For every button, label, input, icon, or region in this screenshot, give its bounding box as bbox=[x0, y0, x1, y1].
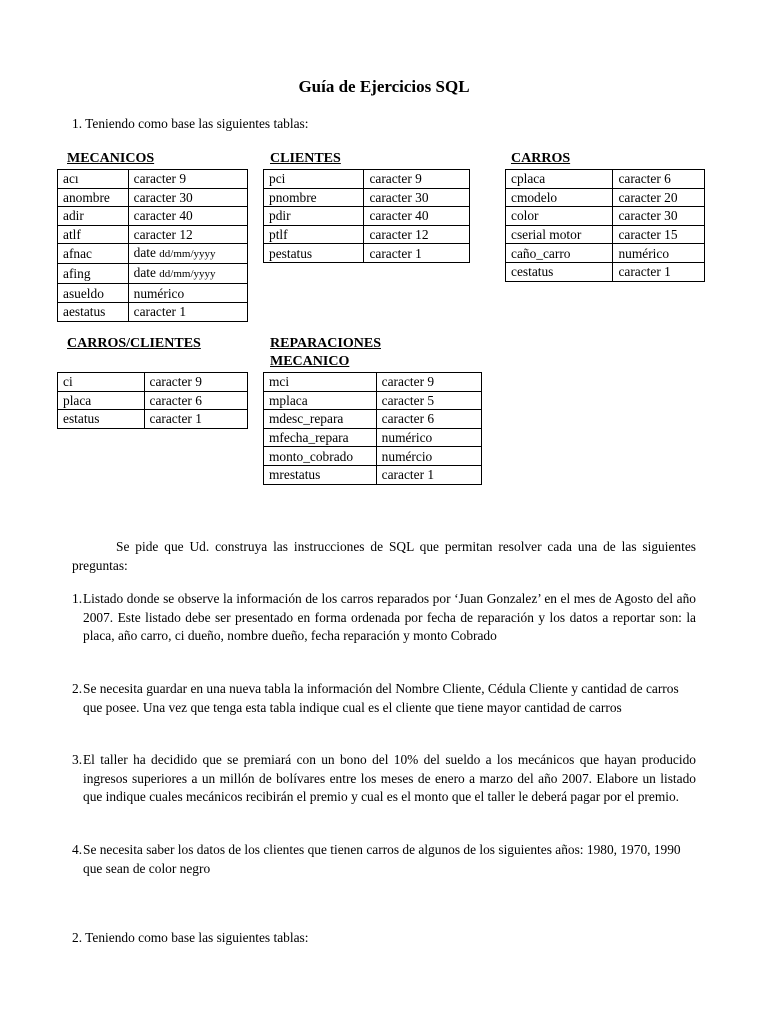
section2-intro: 2. Teniendo como base las siguientes tablas: bbox=[72, 930, 309, 945]
field-name-cell: cmodelo bbox=[506, 188, 613, 207]
table-row bbox=[506, 170, 705, 189]
field-type-cell bbox=[376, 428, 481, 447]
page-title: Guía de Ejercicios SQL bbox=[298, 77, 470, 96]
question-text: Se necesita guardar en una nueva tabla la información del Nombre Cliente, Cédula Cliente y cantidad de carros que posee. Una vez que tenga esta tabla indique cual es el cliente que tiene mayor cantidad de carros bbox=[83, 681, 679, 715]
field-name-cell: color bbox=[506, 207, 613, 226]
field-type-cell bbox=[376, 410, 481, 429]
field-type-cell bbox=[128, 170, 247, 189]
field-type: caracter 12 bbox=[133, 227, 193, 243]
field-name-cell: mrestatus bbox=[264, 465, 377, 484]
table-row bbox=[506, 225, 705, 244]
field-name-cell: mdesc_repara bbox=[264, 410, 377, 429]
field-type-cell bbox=[144, 391, 248, 410]
field-type-cell bbox=[376, 465, 481, 484]
table-row bbox=[264, 207, 470, 226]
field-type: caracter 6 bbox=[381, 411, 435, 427]
table-row bbox=[58, 264, 248, 284]
field-type: date bbox=[133, 265, 156, 281]
table-row bbox=[58, 410, 248, 429]
field-type: caracter 15 bbox=[618, 227, 678, 243]
table-mecanicos bbox=[57, 169, 248, 322]
question-3 bbox=[72, 751, 696, 807]
question-2 bbox=[72, 680, 696, 717]
field-name-cell: placa bbox=[58, 391, 145, 410]
field-type: caracter 30 bbox=[133, 189, 193, 205]
table-row bbox=[506, 188, 705, 207]
field-type-cell bbox=[613, 188, 705, 207]
field-name-cell: afing bbox=[58, 264, 129, 284]
question-text: Se necesita saber los datos de los clientes que tienen carros de algunos de los siguientes años: 1980, 1970, 1990 que sean de color negro bbox=[83, 842, 681, 876]
field-name-cell: pci bbox=[264, 170, 364, 189]
field-type: caracter 1 bbox=[618, 264, 671, 280]
question-number: 1. bbox=[72, 591, 83, 606]
field-type: caracter 40 bbox=[369, 208, 429, 224]
table-row bbox=[506, 244, 705, 263]
field-name-cell: caño_carro bbox=[506, 244, 613, 263]
table-title-reparaciones-line2: MECANICO bbox=[270, 354, 350, 369]
field-type-cell bbox=[364, 244, 470, 263]
table-row bbox=[264, 428, 482, 447]
field-name-cell: pestatus bbox=[264, 244, 364, 263]
field-name-cell: cplaca bbox=[506, 170, 613, 189]
table-title-mecanicos: MECANICOS bbox=[67, 151, 155, 166]
field-name-cell: ptlf bbox=[264, 225, 364, 244]
field-type-cell bbox=[128, 188, 247, 207]
field-type: date bbox=[133, 245, 156, 261]
field-type-cell bbox=[144, 373, 248, 392]
field-type-cell bbox=[613, 170, 705, 189]
field-name-cell: mfecha_repara bbox=[264, 428, 377, 447]
table-row bbox=[264, 170, 470, 189]
field-type-cell bbox=[613, 225, 705, 244]
field-name-cell: anombre bbox=[58, 188, 129, 207]
field-name-cell: mci bbox=[264, 373, 377, 392]
field-name-cell: afnac bbox=[58, 244, 129, 264]
table-title-clientes: CLIENTES bbox=[270, 151, 341, 166]
field-type-cell bbox=[376, 391, 481, 410]
field-name-cell: estatus bbox=[58, 410, 145, 429]
table-row bbox=[264, 410, 482, 429]
table-row bbox=[58, 170, 248, 189]
field-name-cell: cserial motor bbox=[506, 225, 613, 244]
field-type: caracter 1 bbox=[369, 245, 422, 261]
field-type-cell bbox=[128, 284, 247, 303]
table-clientes bbox=[263, 169, 470, 263]
table-title-reparaciones-line1: REPARACIONES bbox=[270, 336, 381, 351]
table-row bbox=[58, 284, 248, 303]
field-type: numérico bbox=[133, 285, 185, 301]
field-name-cell: pdir bbox=[264, 207, 364, 226]
table-row bbox=[264, 447, 482, 466]
field-name-cell: ci bbox=[58, 373, 145, 392]
field-type: numércio bbox=[381, 448, 433, 464]
question-4 bbox=[72, 841, 696, 878]
question-text: Listado donde se observe la información de los carros reparados por ‘Juan Gonzalez’ en el mes de Agosto del año 2007. Este listado debe ser presentado en forma ordenada por fecha de reparación y los datos a reportar son: la placa, año carro, ci dueño, nombre dueño, fecha reparación y monto Cobrado bbox=[83, 591, 696, 643]
table-row bbox=[264, 391, 482, 410]
field-type-cell bbox=[364, 170, 470, 189]
table-row bbox=[58, 244, 248, 264]
field-type: caracter 1 bbox=[133, 304, 187, 320]
field-type-cell bbox=[128, 244, 247, 264]
table-row bbox=[58, 188, 248, 207]
question-1 bbox=[72, 590, 696, 646]
table-row bbox=[264, 373, 482, 392]
field-type-cell bbox=[128, 207, 247, 226]
field-type-cell bbox=[128, 225, 247, 244]
field-type: caracter 30 bbox=[618, 208, 678, 224]
field-type: caracter 6 bbox=[149, 392, 202, 408]
field-type-cell bbox=[376, 373, 481, 392]
question-number: 2. bbox=[72, 681, 83, 696]
field-type-cell bbox=[364, 225, 470, 244]
field-format: dd/mm/yyyy bbox=[159, 248, 216, 261]
field-type: caracter 9 bbox=[369, 171, 422, 187]
field-type: caracter 12 bbox=[369, 227, 429, 243]
table-title-carros-clientes: CARROS/CLIENTES bbox=[67, 336, 201, 351]
table-carros bbox=[505, 169, 705, 282]
question-number: 4. bbox=[72, 842, 83, 857]
question-number: 3. bbox=[72, 752, 83, 767]
field-name-cell: aestatus bbox=[58, 302, 129, 321]
table-row bbox=[58, 225, 248, 244]
table-reparaciones bbox=[263, 372, 482, 485]
field-type: caracter 1 bbox=[381, 467, 435, 483]
section1-intro: 1. Teniendo como base las siguientes tablas: bbox=[72, 116, 309, 131]
field-type-cell bbox=[128, 302, 247, 321]
field-type: caracter 9 bbox=[149, 374, 202, 390]
field-format: dd/mm/yyyy bbox=[159, 268, 216, 281]
field-type: caracter 9 bbox=[133, 171, 187, 187]
field-name-cell: adir bbox=[58, 207, 129, 226]
field-name-cell: mplaca bbox=[264, 391, 377, 410]
field-type-cell bbox=[128, 264, 247, 284]
table-row bbox=[506, 207, 705, 226]
field-type-cell bbox=[613, 207, 705, 226]
field-type-cell bbox=[364, 207, 470, 226]
field-type-cell bbox=[364, 188, 470, 207]
field-name-cell: asueldo bbox=[58, 284, 129, 303]
field-type: caracter 5 bbox=[381, 392, 435, 408]
table-row bbox=[264, 188, 470, 207]
field-type-cell bbox=[376, 447, 481, 466]
field-name-cell: acı bbox=[58, 170, 129, 189]
table-row bbox=[58, 391, 248, 410]
request-paragraph: Se pide que Ud. construya las instrucciones de SQL que permitan resolver cada una de las siguientes preguntas: bbox=[72, 539, 696, 573]
field-type-cell bbox=[613, 244, 705, 263]
question-text: El taller ha decidido que se premiará con un bono del 10% del sueldo a los mecánicos que hayan producido ingresos superiores a un millón de bolívares entre los meses de enero a marzo del año 2007. Elabore un listado que indique cuales mecánicos recibirán el premio y cual es el monto que el taller le deberá pagar por el premio. bbox=[83, 752, 696, 804]
field-name-cell: monto_cobrado bbox=[264, 447, 377, 466]
table-title-carros: CARROS bbox=[511, 151, 571, 166]
field-type-cell bbox=[613, 262, 705, 281]
field-type: caracter 1 bbox=[149, 411, 202, 427]
field-type: numérico bbox=[381, 430, 433, 446]
field-type: caracter 9 bbox=[381, 374, 435, 390]
field-name-cell: pnombre bbox=[264, 188, 364, 207]
field-type: numérico bbox=[618, 245, 670, 261]
table-row bbox=[506, 262, 705, 281]
field-type: caracter 6 bbox=[618, 171, 671, 187]
field-name-cell: cestatus bbox=[506, 262, 613, 281]
table-carros-clientes bbox=[57, 372, 248, 429]
table-row bbox=[58, 302, 248, 321]
table-row bbox=[264, 465, 482, 484]
table-row bbox=[264, 225, 470, 244]
field-name-cell: atlf bbox=[58, 225, 129, 244]
field-type: caracter 40 bbox=[133, 208, 193, 224]
field-type: caracter 30 bbox=[369, 189, 429, 205]
table-row bbox=[264, 244, 470, 263]
field-type-cell bbox=[144, 410, 248, 429]
table-row bbox=[58, 207, 248, 226]
field-type: caracter 20 bbox=[618, 189, 678, 205]
table-row bbox=[58, 373, 248, 392]
